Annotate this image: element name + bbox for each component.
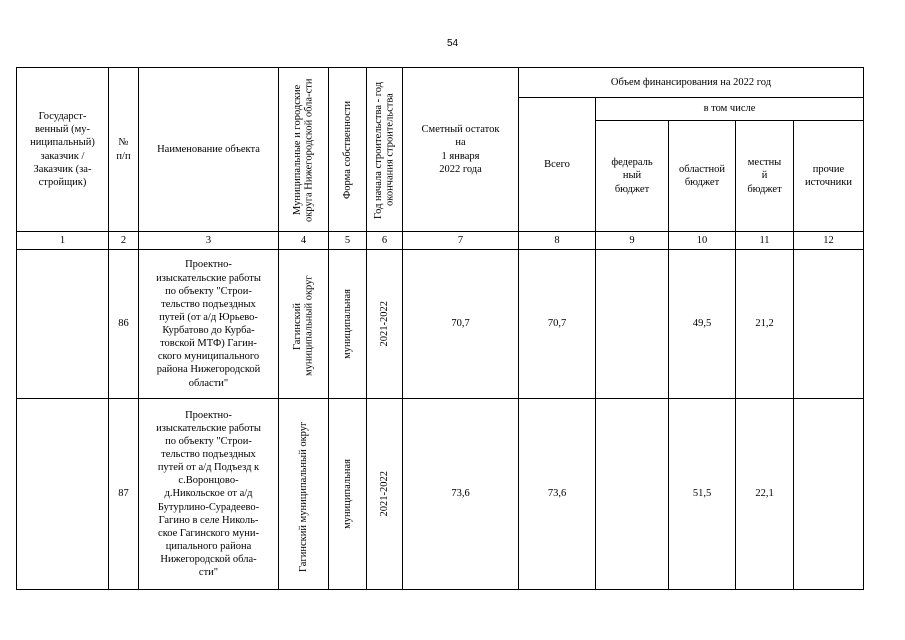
column-number: 7: [403, 232, 519, 250]
header-num: № п/п: [109, 68, 139, 232]
row-total: 73,6: [519, 399, 596, 590]
column-number: 5: [329, 232, 367, 250]
header-district: Муниципальные и городские округа Нижегородской обла-сти: [279, 68, 329, 232]
row-regional: 51,5: [669, 399, 736, 590]
row-num: 86: [109, 250, 139, 399]
row-ownership: муниципальная: [329, 250, 367, 399]
header-total: Всего: [519, 98, 596, 232]
row-customer: [17, 399, 109, 590]
column-number-row: [17, 232, 864, 250]
header-object-name: Наименование объекта: [139, 68, 279, 232]
column-number: 2: [109, 232, 139, 250]
header-local: местны й бюджет: [736, 121, 794, 232]
column-number: 9: [596, 232, 669, 250]
row-local: 21,2: [736, 250, 794, 399]
row-ownership: муниципальная: [329, 399, 367, 590]
column-number: 12: [794, 232, 864, 250]
header-other: прочие источники: [794, 121, 864, 232]
column-number: 10: [669, 232, 736, 250]
header-ownership: Форма собственности: [329, 68, 367, 232]
row-total: 70,7: [519, 250, 596, 399]
row-district: Гагинский муниципальный округ: [279, 399, 329, 590]
row-federal: [596, 399, 669, 590]
header-regional: областной бюджет: [669, 121, 736, 232]
row-object-name: Проектно- изыскательские работы по объекту "Строи- тельство подъездных путей от а/д Подъезд к с.Воронцово- д.Никольское от а/д Бутурлино-Сурадеево- Гагино в селе Николь- ское Гагинского муни- ципального района Нижегородской обла- сти": [139, 399, 279, 590]
row-object-name: Проектно- изыскательские работы по объекту "Строи- тельство подъездных путей (от а/д Юрьево- Курбатово до Курба- товской МТФ) Гагин- ского муниципального района Нижегородской области": [139, 250, 279, 399]
table-row: [17, 250, 864, 399]
column-number: 3: [139, 232, 279, 250]
row-estimate: 73,6: [403, 399, 519, 590]
header-financing: Объем финансирования на 2022 год: [519, 68, 864, 98]
row-years: 2021-2022: [367, 250, 403, 399]
row-other: [794, 399, 864, 590]
row-num: 87: [109, 399, 139, 590]
row-customer: [17, 250, 109, 399]
row-federal: [596, 250, 669, 399]
column-number: 1: [17, 232, 109, 250]
header-years: Год начала строительства - год окончания строительства: [367, 68, 403, 232]
column-number: 6: [367, 232, 403, 250]
row-other: [794, 250, 864, 399]
row-local: 22,1: [736, 399, 794, 590]
column-number: 4: [279, 232, 329, 250]
header-federal: федераль ный бюджет: [596, 121, 669, 232]
table-row: [17, 399, 864, 590]
row-district: Гагинский муниципальный округ: [279, 250, 329, 399]
page-number: 54: [446, 38, 459, 49]
row-estimate: 70,7: [403, 250, 519, 399]
header-estimate: Сметный остаток на 1 января 2022 года: [403, 68, 519, 232]
financing-table: [16, 67, 864, 590]
header-including: в том числе: [596, 98, 864, 121]
column-number: 11: [736, 232, 794, 250]
row-years: 2021-2022: [367, 399, 403, 590]
row-regional: 49,5: [669, 250, 736, 399]
header-customer: Государст- венный (му- ниципальный) заказчик / Заказчик (за- стройщик): [17, 68, 109, 232]
column-number: 8: [519, 232, 596, 250]
